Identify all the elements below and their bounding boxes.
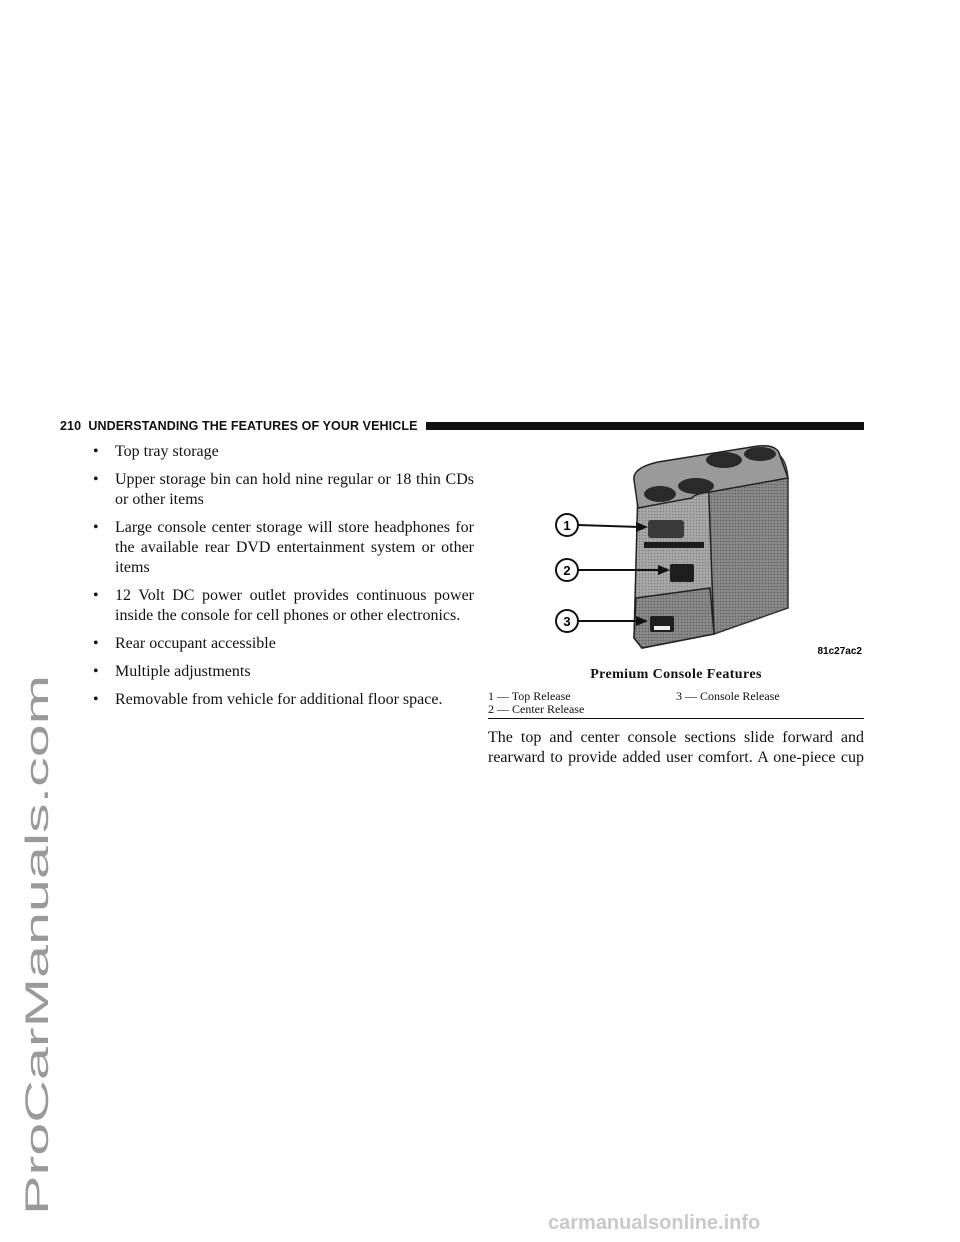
list-item	[92, 586, 474, 626]
figure-legend	[488, 690, 864, 719]
figure-caption: Premium Console Features	[590, 667, 762, 682]
footer-watermark: carmanualsonline.info	[548, 1212, 761, 1234]
section-title: UNDERSTANDING THE FEATURES OF YOUR VEHICLE	[88, 419, 418, 433]
list-item-text: Large console center storage will store headphones for the available rear DVD entertainment system or other items	[115, 519, 474, 576]
callout-1-label: 1	[563, 518, 571, 533]
cup-holder-4	[744, 447, 776, 461]
cup-holder-3	[706, 452, 742, 468]
legend-item: 1 — Top Release	[488, 689, 571, 703]
legend-row	[488, 703, 864, 716]
center-release-handle	[670, 564, 694, 582]
bullet-icon: •	[93, 635, 99, 652]
body-paragraph	[488, 728, 864, 768]
bullet-icon: •	[93, 663, 99, 680]
legend-item: 2 — Center Release	[488, 702, 585, 716]
side-watermark	[8, 420, 68, 1220]
side-watermark-text: ProCarManuals.com	[19, 923, 55, 1215]
header-text	[60, 419, 418, 433]
console-illustration	[488, 438, 864, 666]
list-item	[92, 442, 474, 462]
feature-list	[92, 442, 474, 718]
top-release-handle	[648, 520, 684, 538]
list-item	[92, 662, 474, 682]
body-line: The top and center console sections slide forward and	[488, 729, 864, 746]
cup-holder-1	[644, 486, 676, 502]
side-watermark-graphic	[8, 420, 68, 1220]
running-header	[60, 418, 864, 434]
callout-2-label: 2	[563, 563, 571, 578]
bullet-icon: •	[93, 471, 99, 488]
bullet-icon: •	[93, 691, 99, 708]
callout-1-leader	[578, 525, 638, 527]
body-line: rearward to provide added user comfort. A one-piece cup	[488, 749, 864, 766]
bullet-icon: •	[93, 587, 99, 604]
top-tray-gap	[644, 542, 704, 548]
header-rule	[426, 422, 864, 430]
list-item-text: Top tray storage	[115, 443, 219, 460]
callout-3-label: 3	[563, 614, 571, 629]
list-item	[92, 518, 474, 578]
list-item-text: Removable from vehicle for additional floor space.	[115, 691, 443, 708]
list-item-text: Upper storage bin can hold nine regular or 18 thin CDs or other items	[115, 471, 474, 508]
cup-holder-2	[678, 478, 714, 494]
figure-image-code: 81c27ac2	[817, 646, 862, 657]
bullet-icon: •	[93, 443, 99, 460]
list-item-text: Multiple adjustments	[115, 663, 251, 680]
list-item-text: Rear occupant accessible	[115, 635, 276, 652]
console-figure	[488, 438, 864, 666]
legend-item: 3 — Console Release	[676, 689, 780, 703]
list-item	[92, 470, 474, 510]
list-item	[92, 634, 474, 654]
list-item	[92, 690, 474, 710]
console-release-slot	[654, 626, 670, 630]
list-item-text: 12 Volt DC power outlet provides continuous power inside the console for cell phones or other electronics.	[115, 587, 474, 624]
page-number: 210	[60, 419, 82, 433]
bullet-icon: •	[93, 519, 99, 536]
